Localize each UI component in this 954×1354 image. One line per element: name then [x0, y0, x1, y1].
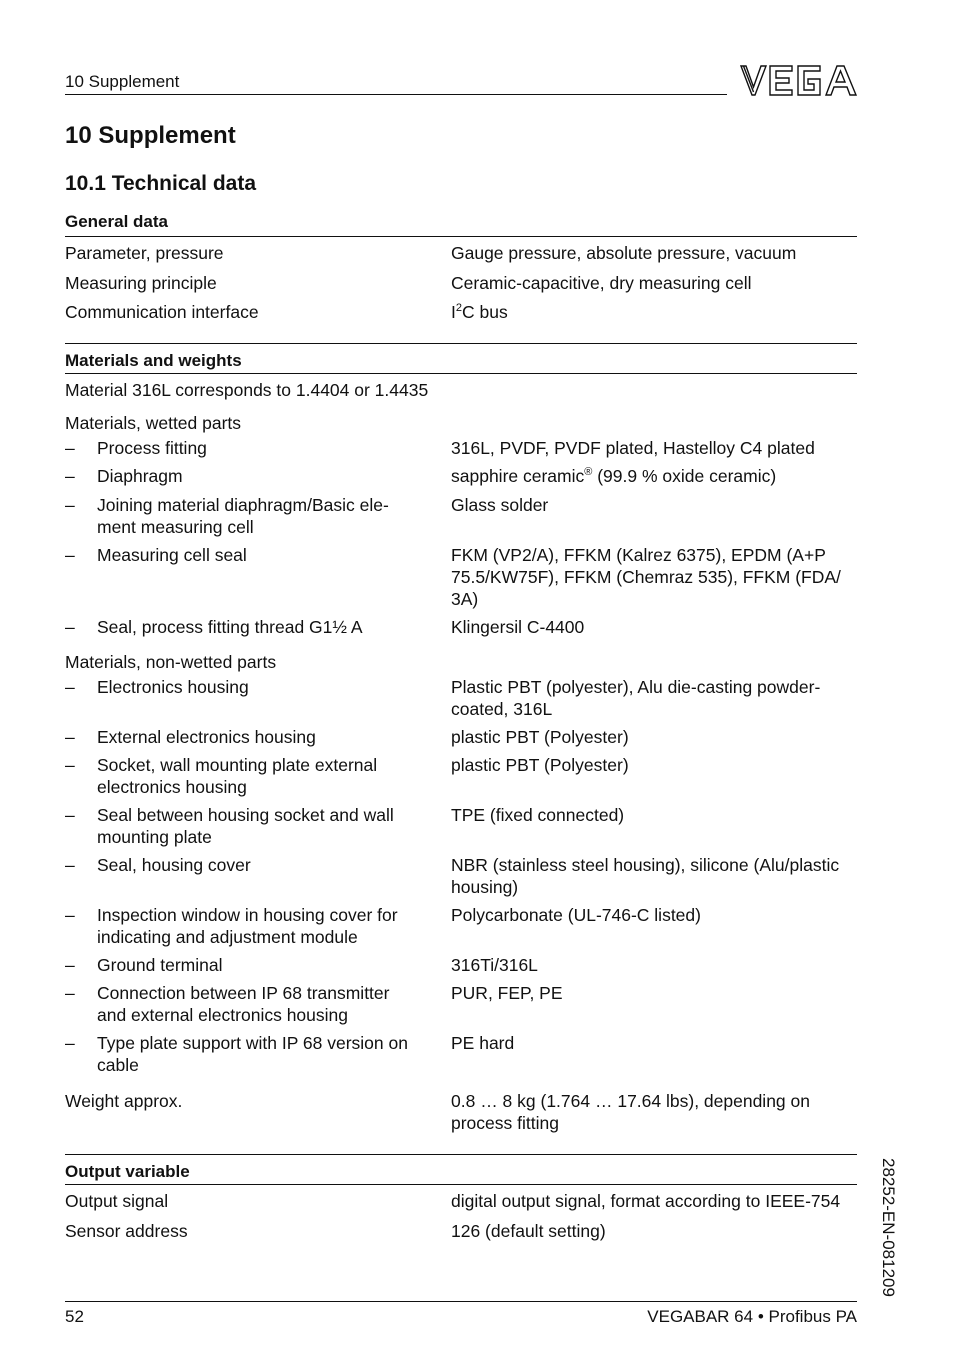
output-label-address: Sensor address [65, 1221, 188, 1241]
output-rule [65, 1184, 857, 1185]
nonwetted-label-ground-terminal: Ground terminal [97, 955, 223, 975]
list-dash: – [65, 438, 75, 458]
weight-value: 0.8 … 8 kg (1.764 … 17.64 lbs), depending on [451, 1091, 810, 1111]
wetted-parts-title: Materials, wetted parts [65, 413, 242, 433]
spec-value-measuring-principle: Ceramic-capacitive, dry measuring cell [451, 273, 752, 293]
list-dash: – [65, 755, 75, 775]
spec-value-communication: $I^2C$ bus [451, 302, 508, 322]
nonwetted-value-ground-terminal: 316Ti/316L [451, 955, 538, 975]
wetted-value-diaphragm: sapphire ceramic® (99.9 % oxide ceramic) [451, 466, 777, 486]
list-dash: – [65, 727, 75, 747]
spec-value-parameter: Gauge pressure, absolute pressure, vacuum [451, 243, 797, 263]
nonwetted-value-external-housing: plastic PBT (Polyester) [451, 727, 629, 747]
list-dash: – [65, 617, 75, 637]
header-rule [65, 94, 727, 95]
nonwetted-value-seal-socket: TPE (fixed connected) [451, 805, 625, 825]
general-data-title: General data [65, 212, 168, 231]
nonwetted-label-connection: Connection between IP 68 transmitter [97, 983, 390, 1003]
nonwetted-value-electronics-housing: Plastic PBT (polyester), Alu die-casting powder- [451, 677, 821, 697]
output-value-address: 126 (default setting) [451, 1221, 606, 1241]
output-title: Output variable [65, 1162, 190, 1181]
section-title: 10.1 Technical data [65, 172, 257, 195]
document-code: 28252-EN-081209 [879, 1158, 898, 1297]
nonwetted-label-connection-cont: and external electronics housing [97, 1005, 348, 1025]
material-note: Material 316L corresponds to 1.4404 or 1.4435 [65, 380, 429, 400]
list-dash: – [65, 1033, 75, 1053]
nonwetted-value-housing-cover: NBR (stainless steel housing), silicone (Alu/plastic [451, 855, 840, 875]
list-dash: – [65, 955, 75, 975]
spec-label-communication: Communication interface [65, 302, 259, 322]
running-header: 10 Supplement [65, 72, 180, 91]
wetted-label-thread-seal: Seal, process fitting thread G1½ A [97, 617, 363, 637]
output-value-signal: digital output signal, format according to IEEE-754 [451, 1191, 841, 1211]
nonwetted-label-socket-cont: electronics housing [97, 777, 247, 797]
nonwetted-label-type-plate: Type plate support with IP 68 version on [97, 1033, 408, 1053]
wetted-value-joining: Glass solder [451, 495, 549, 515]
spec-label-parameter: Parameter, pressure [65, 243, 224, 263]
materials-rule [65, 373, 857, 374]
page-number: 52 [65, 1307, 84, 1326]
nonwetted-label-type-plate-cont: cable [97, 1055, 139, 1075]
nonwetted-label-housing-cover: Seal, housing cover [97, 855, 251, 875]
nonwetted-label-external-housing: External electronics housing [97, 727, 316, 747]
vega-logo [740, 64, 858, 103]
nonwetted-value-socket: plastic PBT (Polyester) [451, 755, 629, 775]
list-dash: – [65, 805, 75, 825]
nonwetted-parts-title: Materials, non-wetted parts [65, 652, 277, 672]
wetted-label-diaphragm: Diaphragm [97, 466, 183, 486]
wetted-label-cell-seal: Measuring cell seal [97, 545, 247, 565]
footer-product: VEGABAR 64 • Profibus PA [647, 1307, 857, 1326]
materials-top-rule [65, 343, 857, 344]
wetted-value-cell-seal: FKM (VP2/A), FFKM (Kalrez 6375), EPDM (A+P [451, 545, 826, 565]
nonwetted-value-inspection-window: Polycarbonate (UL-746-C listed) [451, 905, 701, 925]
wetted-label-process-fitting: Process fitting [97, 438, 207, 458]
list-dash: – [65, 466, 75, 486]
nonwetted-value-housing-cover-cont: housing) [451, 877, 519, 897]
nonwetted-label-inspection-window: Inspection window in housing cover for [97, 905, 398, 925]
output-top-rule [65, 1154, 857, 1155]
weight-value-cont: process fitting [451, 1113, 559, 1133]
nonwetted-label-inspection-window-cont: indicating and adjustment module [97, 927, 358, 947]
materials-title: Materials and weights [65, 351, 242, 370]
nonwetted-label-electronics-housing: Electronics housing [97, 677, 249, 697]
list-dash: – [65, 983, 75, 1003]
list-dash: – [65, 905, 75, 925]
nonwetted-label-seal-socket: Seal between housing socket and wall [97, 805, 394, 825]
chapter-title: 10 Supplement [65, 122, 236, 149]
wetted-value-cell-seal-cont2: 3A) [451, 589, 479, 609]
wetted-label-joining-cont: ment measuring cell [97, 517, 254, 537]
nonwetted-value-type-plate: PE hard [451, 1033, 515, 1053]
list-dash: – [65, 545, 75, 565]
general-data-rule [65, 236, 857, 237]
list-dash: – [65, 677, 75, 697]
weight-label: Weight approx. [65, 1091, 183, 1111]
nonwetted-value-connection: PUR, FEP, PE [451, 983, 563, 1003]
footer-rule [65, 1301, 857, 1302]
list-dash: – [65, 855, 75, 875]
output-label-signal: Output signal [65, 1191, 169, 1211]
list-dash: – [65, 495, 75, 515]
wetted-value-process-fitting: 316L, PVDF, PVDF plated, Hastelloy C4 plated [451, 438, 815, 458]
wetted-value-cell-seal-cont: 75.5/KW75F), FFKM (Chemraz 535), FFKM (FDA/ [451, 567, 841, 587]
nonwetted-label-socket: Socket, wall mounting plate external [97, 755, 378, 775]
nonwetted-label-seal-socket-cont: mounting plate [97, 827, 212, 847]
spec-label-measuring-principle: Measuring principle [65, 273, 217, 293]
nonwetted-value-electronics-housing-cont: coated, 316L [451, 699, 553, 719]
wetted-label-joining: Joining material diaphragm/Basic ele- [97, 495, 389, 515]
wetted-value-thread-seal: Klingersil C-4400 [451, 617, 585, 637]
